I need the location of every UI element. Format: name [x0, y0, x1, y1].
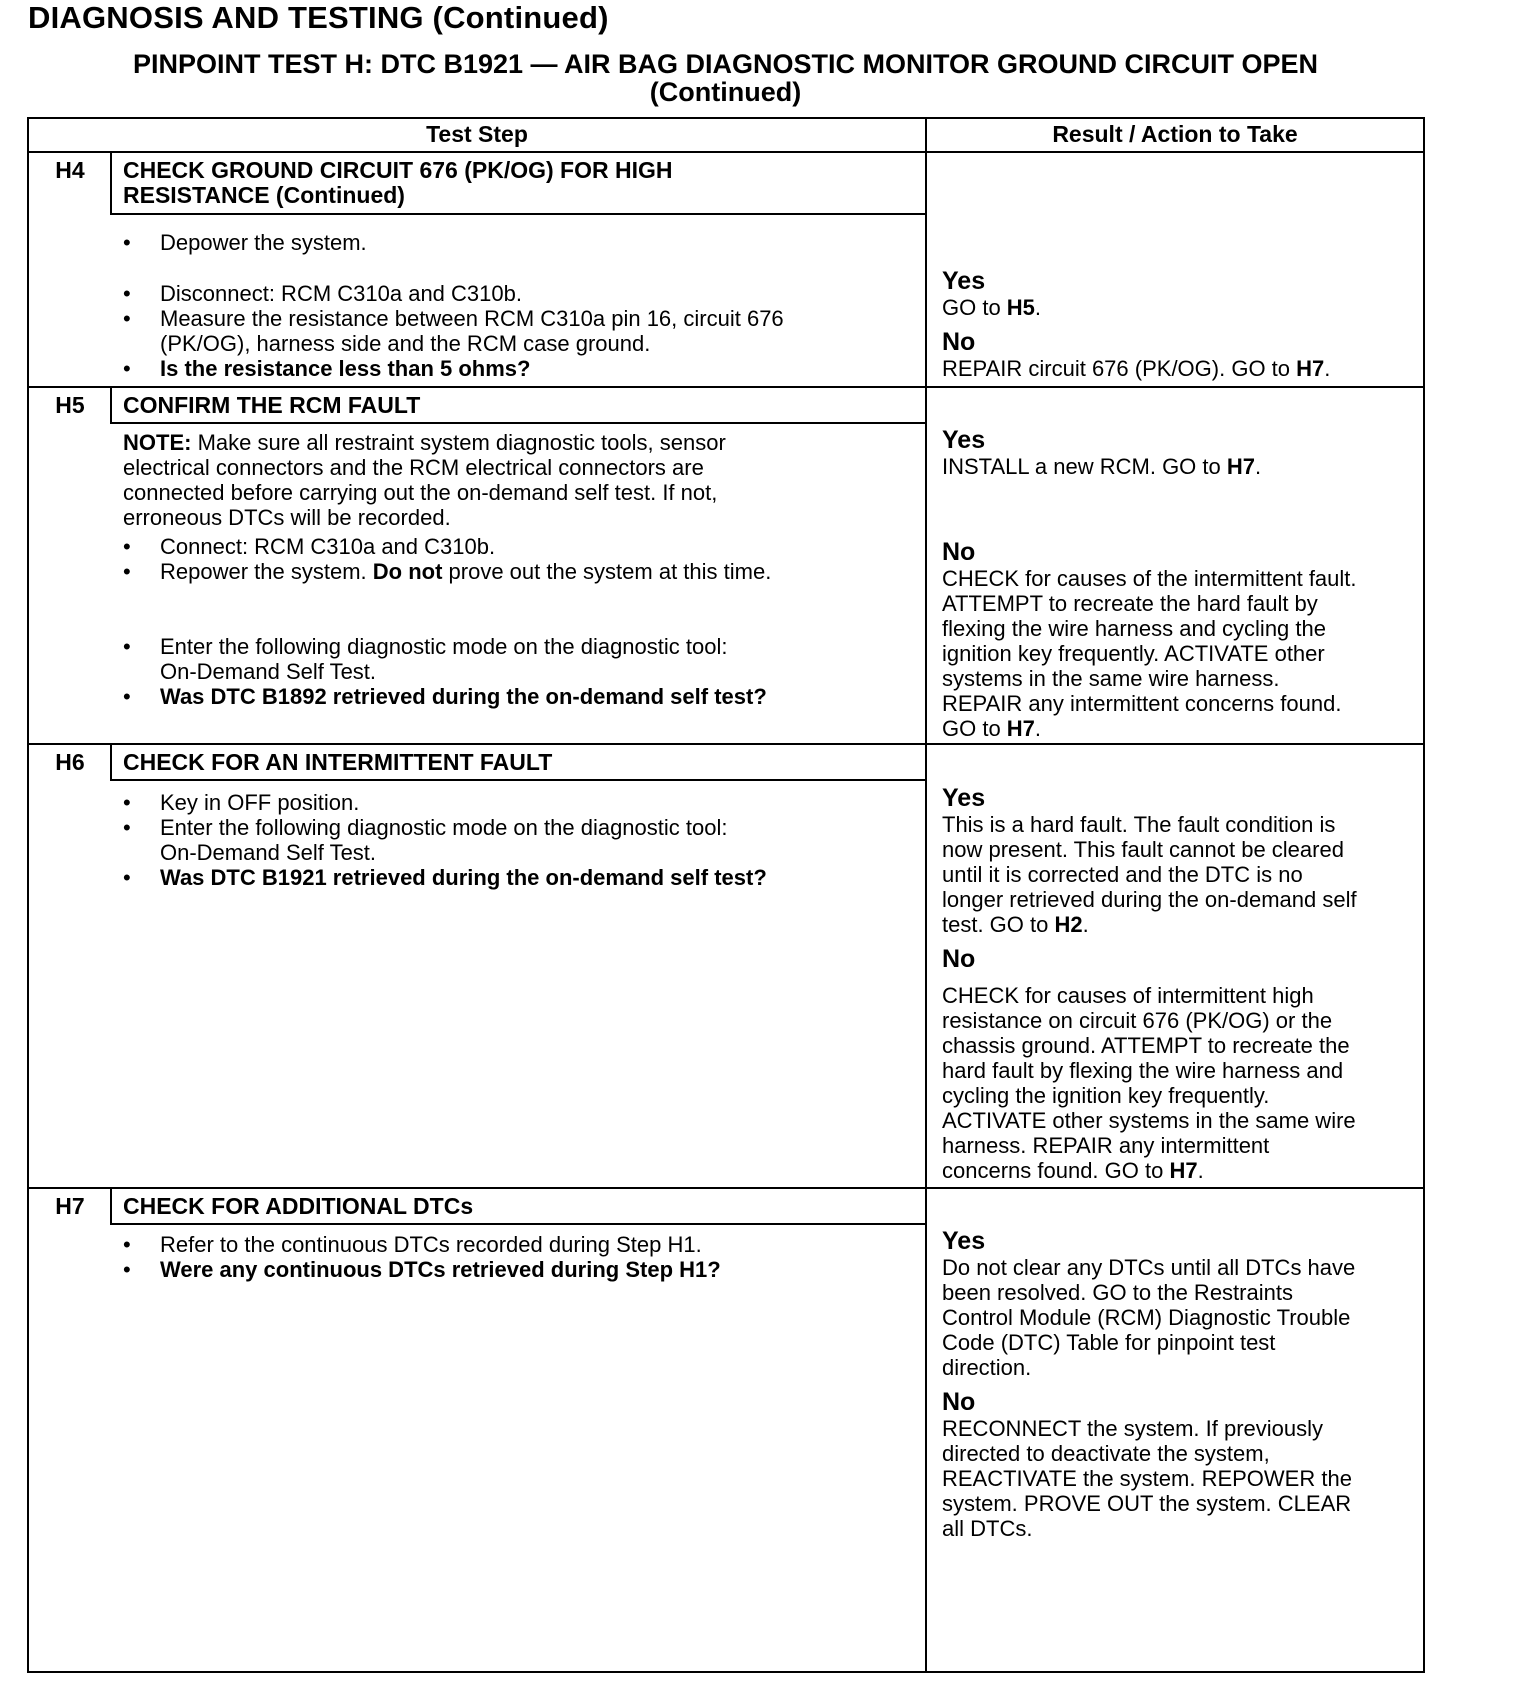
h5-yes-label: Yes [942, 426, 986, 454]
bullet-icon: • [123, 281, 131, 306]
bullet-icon: • [123, 356, 131, 381]
h6-title-divider [110, 779, 925, 781]
header-test-step: Test Step [426, 121, 528, 147]
step-id-h6: H6 [55, 749, 85, 775]
h7-no-label: No [942, 1388, 976, 1416]
bullet-icon: • [123, 230, 131, 255]
h4-step-disconnect: Disconnect: RCM C310a and C310b. [160, 281, 522, 306]
h7-no-action: RECONNECT the system. If previously directed to deactivate the system, REACTIVATE the system. REPOWER the system. PROVE OUT the system. CLEAR all DTCs. [942, 1416, 1352, 1541]
h5-no-label: No [942, 538, 976, 566]
h5-title-divider [110, 422, 925, 424]
h4-yes-label: Yes [942, 267, 986, 295]
step-id-h7: H7 [55, 1193, 85, 1219]
h7-step-refer: Refer to the continuous DTCs recorded during Step H1. [160, 1232, 702, 1257]
h4-step-measure: Measure the resistance between RCM C310a pin 16, circuit 676 (PK/OG), harness side and the RCM case ground. [160, 306, 784, 356]
bullet-icon: • [123, 559, 131, 584]
h7-question: Were any continuous DTCs retrieved during Step H1? [160, 1257, 721, 1282]
h6-yes-action: This is a hard fault. The fault condition is now present. This fault cannot be cleared until it is corrected and the DTC is no longer retrieved during the on-demand self test. GO to H2. [942, 812, 1357, 937]
h5-no-step-ref: H7 [1006, 716, 1035, 741]
h4-yes-step-ref: H5 [1006, 295, 1035, 320]
h6-question: Was DTC B1921 retrieved during the on-demand self test? [160, 865, 767, 890]
step-id-h5: H5 [55, 392, 85, 418]
h4-title-divider [110, 213, 925, 215]
h4-no-step-ref: H7 [1296, 356, 1325, 381]
h5-question: Was DTC B1892 retrieved during the on-demand self test? [160, 684, 767, 709]
h6-yes-label: Yes [942, 784, 986, 812]
bullet-icon: • [123, 865, 131, 890]
h6-step-key-off: Key in OFF position. [160, 790, 360, 815]
h6-no-label: No [942, 945, 976, 973]
h6-yes-step-ref: H2 [1054, 912, 1083, 937]
pinpoint-test-title-main: PINPOINT TEST H: DTC B1921 — AIR BAG DIAGNOSTIC MONITOR GROUND CIRCUIT OPEN [132, 49, 1319, 79]
h5-note: NOTE: Make sure all restraint system diagnostic tools, sensor electrical connectors and the RCM electrical connectors are connected before carrying out the on-demand self test. If not, erroneous DTCs will be recorded. [123, 430, 726, 530]
bullet-icon: • [123, 1257, 131, 1282]
h5-no-action: CHECK for causes of the intermittent fault. ATTEMPT to recreate the hard fault by flexing the wire harness and cycling the ignition key frequently. ACTIVATE other systems in the same wire harness. REPAIR any intermittent concerns found. GO to H7. [942, 566, 1357, 741]
header-divider [27, 151, 1425, 153]
bullet-icon: • [123, 684, 131, 709]
bullet-icon: • [123, 1232, 131, 1257]
header-result-action: Result / Action to Take [1052, 121, 1298, 147]
step-title-h6: CHECK FOR AN INTERMITTENT FAULT [123, 749, 553, 775]
h6-no-step-ref: H7 [1169, 1158, 1198, 1183]
h5-step-diagnostic-mode: Enter the following diagnostic mode on the diagnostic tool: On-Demand Self Test. [160, 634, 728, 684]
h6-step-diagnostic-mode: Enter the following diagnostic mode on the diagnostic tool: On-Demand Self Test. [160, 815, 728, 865]
h5-yes-action: INSTALL a new RCM. GO to H7. [942, 454, 1262, 479]
h7-yes-action: Do not clear any DTCs until all DTCs have been resolved. GO to the Restraints Control Module (RCM) Diagnostic Trouble Code (DTC) Table for pinpoint test direction. [942, 1255, 1356, 1380]
step-id-h4: H4 [55, 157, 85, 183]
h5-yes-step-ref: H7 [1226, 454, 1255, 479]
step-title-h4: CHECK GROUND CIRCUIT 676 (PK/OG) FOR HIGH RESISTANCE (Continued) [123, 157, 673, 208]
h7-yes-label: Yes [942, 1227, 986, 1255]
h4-question: Is the resistance less than 5 ohms? [160, 356, 531, 381]
bullet-icon: • [123, 534, 131, 559]
pinpoint-test-title-continued: (Continued) [649, 77, 802, 107]
h5-step-connect: Connect: RCM C310a and C310b. [160, 534, 496, 559]
h4-no-action: REPAIR circuit 676 (PK/OG). GO to H7. [942, 356, 1331, 381]
h6-no-action: CHECK for causes of intermittent high resistance on circuit 676 (PK/OG) or the chassis ground. ATTEMPT to recreate the hard fault by flexing the wire harness and cycling the ignition key frequently. ACTIVATE other systems in the same wire harness. REPAIR any intermittent concerns found. GO to H7. [942, 983, 1356, 1183]
bullet-icon: • [123, 634, 131, 659]
column-divider [925, 117, 927, 1673]
step-title-h5: CONFIRM THE RCM FAULT [123, 392, 421, 418]
h6-row-divider [27, 743, 1425, 745]
h4-yes-action: GO to H5. [942, 295, 1042, 320]
bullet-icon: • [123, 790, 131, 815]
h5-step-repower: Repower the system. Do not prove out the system at this time. [160, 559, 772, 584]
h7-row-divider [27, 1187, 1425, 1189]
h5-row-divider [27, 386, 1425, 388]
h4-no-label: No [942, 328, 976, 356]
note-label: NOTE: [123, 430, 192, 455]
h7-title-divider [110, 1223, 925, 1225]
h4-step-depower: Depower the system. [160, 230, 367, 255]
bullet-icon: • [123, 306, 131, 331]
pinpoint-test-title [28, 50, 1423, 106]
page-title: DIAGNOSIS AND TESTING (Continued) [28, 0, 609, 35]
step-title-h7: CHECK FOR ADDITIONAL DTCs [123, 1193, 474, 1219]
bullet-icon: • [123, 815, 131, 840]
